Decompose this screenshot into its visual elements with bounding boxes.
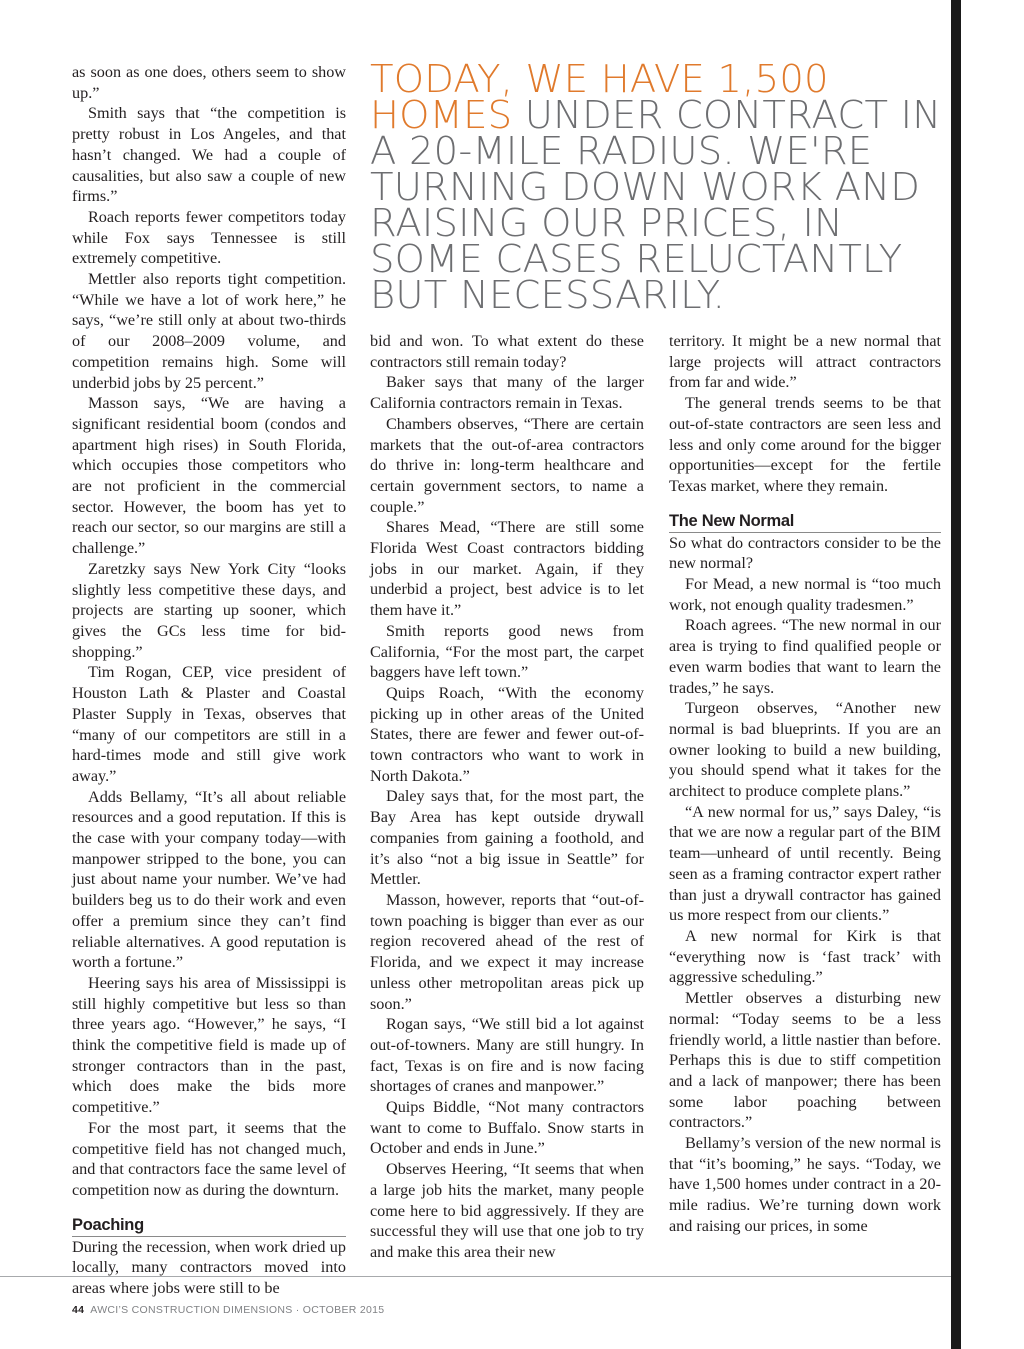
page-number: 44 [72,1304,85,1316]
paragraph: Smith reports good news from California, “For the most part, the carpet baggers have left town.” [370,621,644,682]
paragraph: Quips Roach, “With the economy picking up in other areas of the United States, there are fewer and fewer out-of-town contractors who want to work in North Dakota.” [370,683,644,785]
paragraph: Quips Biddle, “Not many contractors want to come to Buffalo. Snow starts in October and ends in June.” [370,1098,644,1158]
paragraph: Zaretzky says New York City “looks slightly less competitive these days, and projects are starting up sooner, which gives the GCs less time for bid-shopping.” [72,559,346,661]
paragraph: Roach agrees. “The new normal in our area is trying to find qualified people or even warm bodies that want to learn the trades,” he says. [669,616,941,697]
paragraph: The general trends seems to be that out-of-state contractors are seen less and less and only come around for the bigger opportunities—except for the fertile Texas market, where they remain. [669,394,941,495]
publication-info: AWCI’S CONSTRUCTION DIMENSIONS · OCTOBER 2015 [90,1304,385,1316]
paragraph: Chambers observes, “There are certain markets that the out-of-area contractors do thrive in: long-term healthcare and certain government sectors, to name a couple.” [370,414,644,516]
article-column-2 [370,331,644,1263]
section-heading: Poaching [72,1215,346,1237]
article-column-1 [72,62,346,1299]
paragraph: territory. It might be a new normal that large projects will attract contractors from far and wide.” [669,332,941,392]
paragraph: Smith says that “the competition is pretty robust in Los Angeles, and that hasn’t changed. We had a couple of causalities, but also saw a couple of new firms.” [72,104,346,206]
paragraph: A new normal for Kirk is that “everything now is ‘fast track’ with aggressive scheduling.” [669,926,941,987]
paragraph: Mettler also reports tight competition. “While we have a lot of work here,” he says, “we’re still only at about two-thirds of our 2008–2009 volume, and competition remains high. Some will underbid jobs by 25 percent.” [72,270,346,392]
paragraph: Daley says that, for the most part, the Bay Area has kept outside drywall companies from gaining a foothold, and it’s also “not a big issue in Seattle” for Mettler. [370,787,644,889]
paragraph: Shares Mead, “There are still some Florida West Coast contractors bidding jobs in our market. Again, if they underbid a project, best advice is to let them have it.” [370,518,644,620]
footer-divider [0,1276,951,1277]
paragraph: Baker says that many of the larger California contractors remain in Texas. [370,373,644,413]
paragraph: Adds Bellamy, “It’s all about reliable resources and a good reputation. If this is the case with your company today—with manpower stripped to the bone, you can just about name your number. We’ve had builders beg us to do their work and even offer a premium since they can’t find reliable alternatives. A good reputation is worth a fortune.” [72,787,346,972]
paragraph: Tim Rogan, CEP, vice president of Houston Lath & Plaster and Coastal Plaster Supply in Texas, observes that “many of our competitors are still in a hard-times mode and still give work away.” [72,663,346,785]
paragraph: For Mead, a new normal is “too much work, not enough quality tradesmen.” [669,575,941,614]
paragraph: Mettler observes a disturbing new normal: “Today seems to be a less friendly world, a little nastier than before. Perhaps this is due to stiff competition and a lack of manpower; there has been some labor poaching between contractors.” [669,989,941,1132]
pull-quote-text: UNDER CONTRACT IN A 20-MILE RADIUS. WE'RE TURNING DOWN WORK AND RAISING OUR PRICES, IN SOME CASES RELUCTANTLY BUT NECESSARILY. [370,93,942,318]
pull-quote-highlight: TODAY, WE HAVE 1,500 HOMES [370,57,829,138]
paragraph: During the recession, when work dried up locally, many contractors moved into areas where jobs were still to be [72,1237,346,1298]
paragraph: Masson, however, reports that “out-of-town poaching is bigger than ever as our region recovered ahead of the rest of Florida, and we expect it may increase unless other metropolitan areas pick up soon.” [370,890,644,1013]
paragraph: Turgeon observes, “Another new normal is bad blueprints. If you are an owner looking to build a new building, you should spend what it takes for the architect to produce complete plans.” [669,699,941,801]
paragraph: Masson says, “We are having a significant residential boom (condos and apartment high rises) in South Florida, which occupies those competitors who are not proficient in the commercial sector. However, the boom has yet to reach our sector, so our margins are still a challenge.” [72,394,346,558]
paragraph: Heering says his area of Mississippi is still highly competitive but less so than three years ago. “However,” he says, “I think the competitive field is made up of stronger contractors than in the past, which does make the bids more competitive.” [72,973,346,1117]
paragraph: For the most part, it seems that the competitive field has not changed much, and that contractors face the same level of competition now as during the downturn. [72,1118,346,1199]
pull-quote [370,57,950,318]
page-edge-bar [951,0,1024,1349]
paragraph: Rogan says, “We still bid a lot against out-of-towners. Many are still hungry. In fact, Texas is on fire and is now facing shortages of cranes and manpower.” [370,1015,644,1096]
paragraph: Bellamy’s version of the new normal is that “it’s booming,” he says. “Today, we have 1,500 homes under contract in a 20-mile radius. We’re turning down work and raising our prices, in some [669,1134,941,1235]
paragraph: “A new normal for us,” says Daley, “is that we are now a regular part of the BIM team—unheard of until recently. Being seen as a framing contractor expert rather than just a drywall contractor has gained us more respect from our clients.” [669,802,941,925]
paragraph: So what do contractors consider to be the new normal? [669,533,941,573]
article-column-3 [669,331,941,1237]
section-heading: The New Normal [669,511,941,533]
paragraph: Roach reports fewer competitors today while Fox says Tennessee is still extremely competitive. [72,207,346,268]
paragraph: Observes Heering, “It seems that when a large job hits the market, many people come here to bid aggressively. If they are successful they will use that one job to try and make this area their new [370,1160,644,1261]
paragraph: bid and won. To what extent do these contractors still remain today? [370,332,644,371]
paragraph: as soon as one does, others seem to show up.” [72,63,346,102]
page-footer [72,1304,384,1316]
